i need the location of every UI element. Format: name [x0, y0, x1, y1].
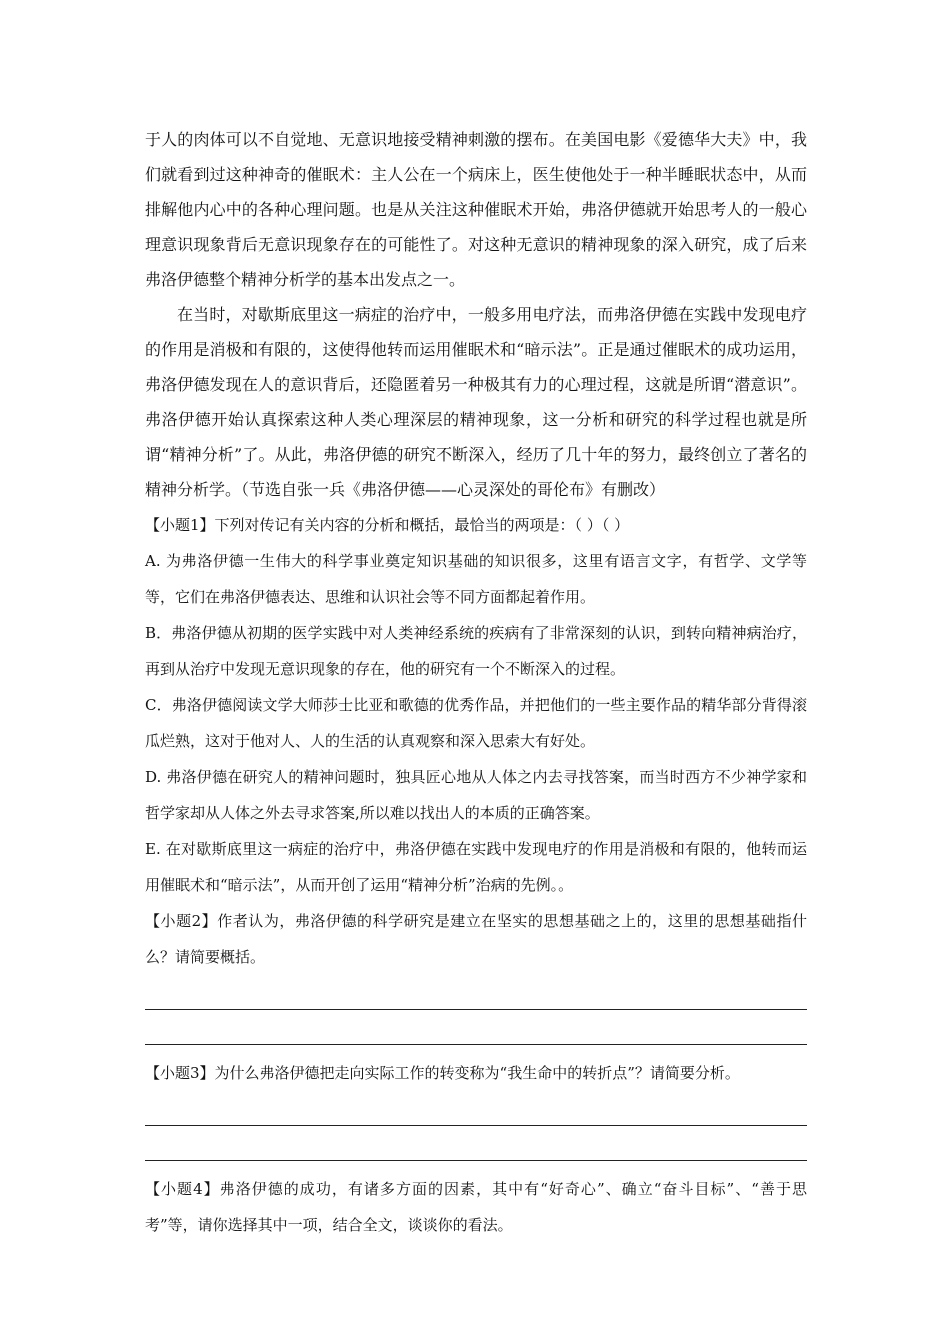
question-2-answer-line-1[interactable] — [145, 975, 807, 1010]
question-1-option-c: C．弗洛伊德阅读文学大师莎士比亚和歌德的优秀作品，并把他们的一些主要作品的精华部分背得滚瓜烂熟，这对于他对人、人的生活的认真观察和深入思索大有好处。 — [145, 696, 807, 750]
question-3-stem: 【小题3】为什么弗洛伊德把走向实际工作的转变称为“我生命中的转折点”？请简要分析。 — [145, 1064, 740, 1082]
question-1-option-b: B．弗洛伊德从初期的医学实践中对人类神经系统的疾病有了非常深刻的认识，到转向精神病治疗，再到从治疗中发现无意识现象的存在，他的研究有一个不断深入的过程。 — [145, 624, 807, 678]
question-2-stem: 【小题2】作者认为，弗洛伊德的科学研究是建立在坚实的思想基础之上的，这里的思想基础指什么？请简要概括。 — [145, 912, 807, 966]
question-1-stem: 【小题1】下列对传记有关内容的分析和概括，最恰当的两项是：（ ）（ ） — [145, 516, 630, 534]
question-1-option-d: D. 弗洛伊德在研究人的精神问题时，独具匠心地从人体之内去寻找答案，而当时西方不少神学家和哲学家却从人体之外去寻求答案,所以难以找出人的本质的正确答案。 — [145, 768, 807, 822]
question-4-stem: 【小题4】弗洛伊德的成功，有诸多方面的因素，其中有“好奇心”、确立“奋斗目标”、“善于思考”等，请你选择其中一项，结合全文，谈谈你的看法。 — [145, 1180, 807, 1234]
question-1-option-e: E. 在对歇斯底里这一病症的治疗中，弗洛伊德在实践中发现电疗的作用是消极和有限的，他转而运用催眠术和“暗示法”，从而开创了运用“精神分析”治病的先例。。 — [145, 840, 807, 894]
question-1-option-a: A. 为弗洛伊德一生伟大的科学事业奠定知识基础的知识很多，这里有语言文字，有哲学、文学等等，它们在弗洛伊德表达、思维和认识社会等不同方面都起着作用。 — [145, 552, 807, 606]
passage-paragraph-2: 在当时，对歇斯底里这一病症的治疗中，一般多用电疗法，而弗洛伊德在实践中发现电疗的作用是消极和有限的，这使得他转而运用催眠术和“暗示法”。正是通过催眠术的成功运用，弗洛伊德发现在人的意识背后，还隐匿着另一种极其有力的心理过程，这就是所谓“潜意识”。弗洛伊德开始认真探索这种人类心理深层的精神现象，这一分析和研究的科学过程也就是所谓“精神分析”了。从此，弗洛伊德的研究不断深入，经历了几十年的努力，最终创立了著名的精神分析学。（节选自张一兵《弗洛伊德——心灵深处的哥伦布》有删改） — [145, 305, 807, 499]
question-3-answer-line-1[interactable] — [145, 1091, 807, 1126]
question-3-answer-line-2[interactable] — [145, 1126, 807, 1161]
passage-paragraph-1: 于人的肉体可以不自觉地、无意识地接受精神刺激的摆布。在美国电影《爱德华大夫》中，我们就看到过这种神奇的催眠术：主人公在一个病床上，医生使他处于一种半睡眠状态中，从而排解他内心中的各种心理问题。也是从关注这种催眠术开始，弗洛伊德就开始思考人的一般心理意识现象背后无意识现象存在的可能性了。对这种无意识的精神现象的深入研究，成了后来弗洛伊德整个精神分析学的基本出发点之一。 — [145, 130, 807, 289]
document-page — [145, 122, 807, 1243]
question-2-answer-line-2[interactable] — [145, 1010, 807, 1045]
